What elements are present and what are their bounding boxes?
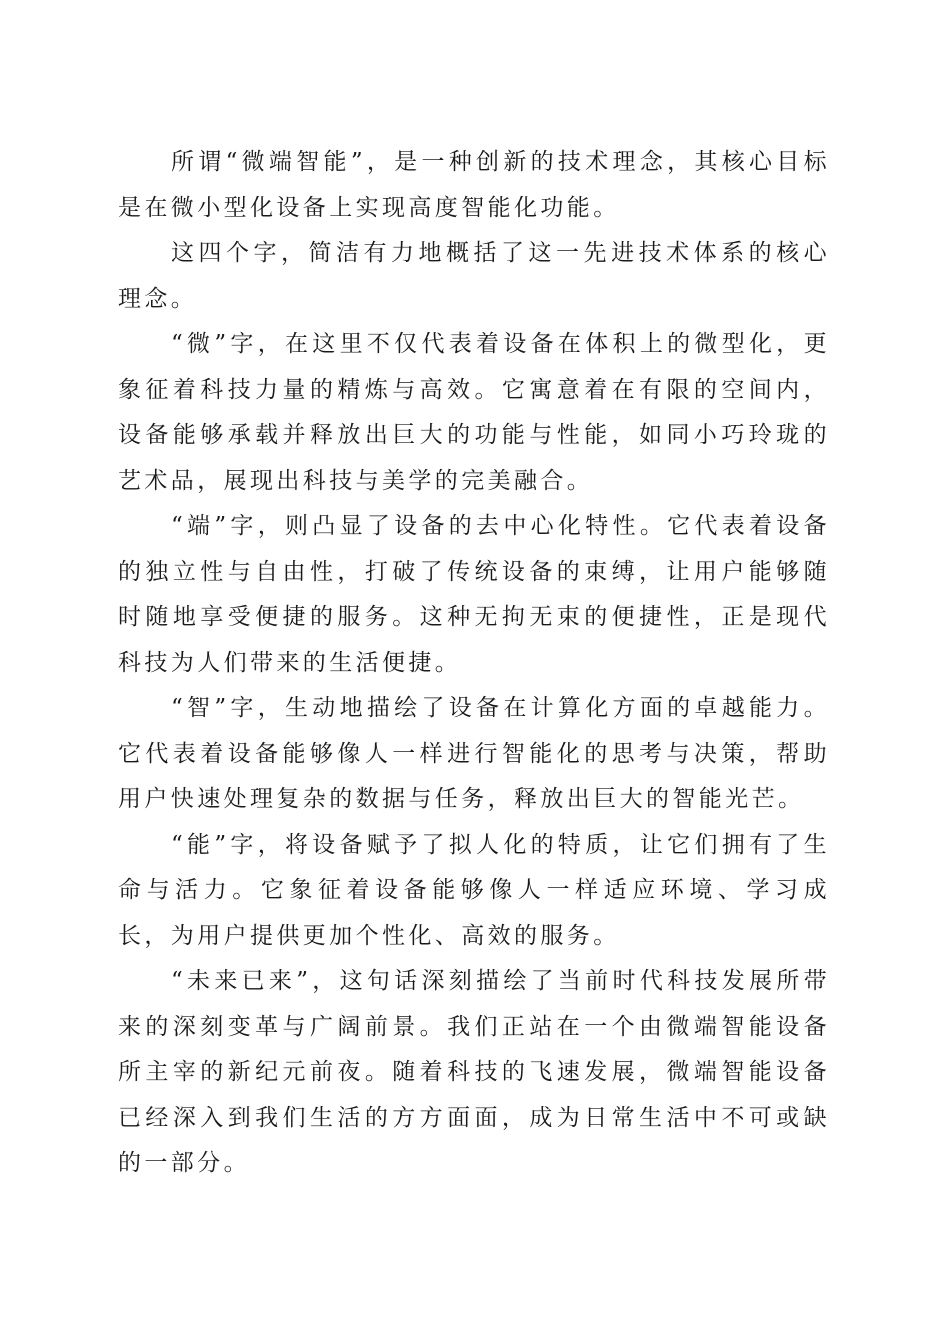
paragraph-zhi: “智”字，生动地描绘了设备在计算化方面的卓越能力。它代表着设备能够像人一样进行智能化的思考与决策，帮助用户快速处理复杂的数据与任务，释放出巨大的智能光芒。 xyxy=(118,695,830,812)
document-body xyxy=(118,140,830,1187)
paragraph-definition: 所谓“微端智能”，是一种创新的技术理念，其核心目标是在微小型化设备上实现高度智能化功能。 xyxy=(118,149,830,221)
paragraph-future: “未来已来”，这句话深刻描绘了当前时代科技发展所带来的深刻变革与广阔前景。我们正站在一个由微端智能设备所主宰的新纪元前夜。随着科技的飞速发展，微端智能设备已经深入到我们生活的方方面面，成为日常生活中不可或缺的一部分。 xyxy=(118,968,830,1176)
paragraph-summary: 这四个字，简洁有力地概括了这一先进技术体系的核心理念。 xyxy=(118,240,830,312)
paragraph-neng: “能”字，将设备赋予了拟人化的特质，让它们拥有了生命与活力。它象征着设备能够像人一样适应环境、学习成长，为用户提供更加个性化、高效的服务。 xyxy=(118,831,830,949)
paragraph-duan: “端”字，则凸显了设备的去中心化特性。它代表着设备的独立性与自由性，打破了传统设备的束缚，让用户能够随时随地享受便捷的服务。这种无拘无束的便捷性，正是现代科技为人们带来的生活便捷。 xyxy=(118,513,830,676)
paragraph-wei: “微”字，在这里不仅代表着设备在体积上的微型化，更象征着科技力量的精炼与高效。它寓意着在有限的空间内，设备能够承载并释放出巨大的功能与性能，如同小巧玲珑的艺术品，展现出科技与美学的完美融合。 xyxy=(118,331,830,494)
